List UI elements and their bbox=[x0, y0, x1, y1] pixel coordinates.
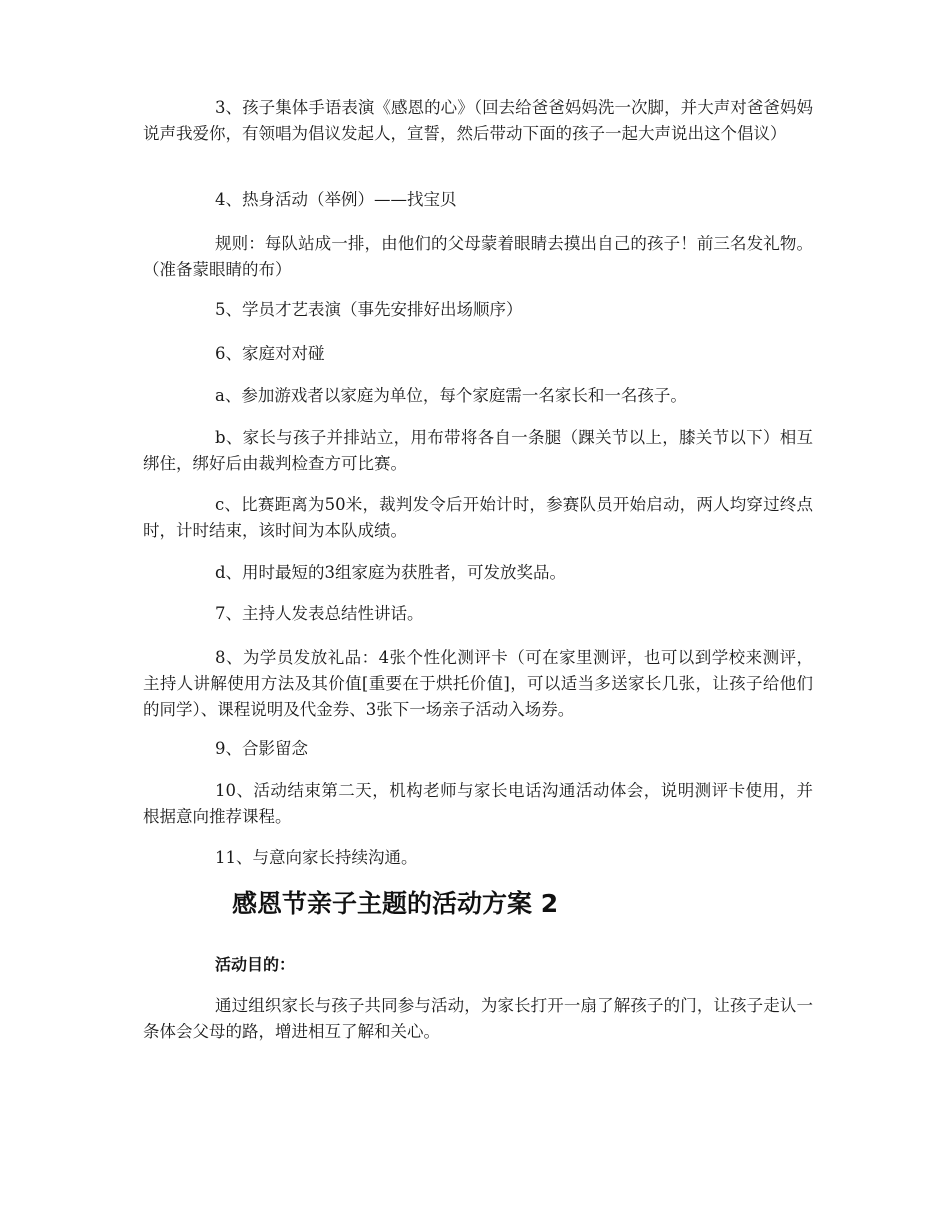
section-title: 感恩节亲子主题的活动方案 2 bbox=[232, 889, 559, 918]
paragraph-step-5: 5、学员才艺表演（事先安排好出场顺序） bbox=[215, 300, 523, 319]
paragraph-step-7: 7、主持人发表总结性讲话。 bbox=[215, 604, 424, 623]
paragraph-purpose: 通过组织家长与孩子共同参与活动，为家长打开一扇了解孩子的门，让孩子走认一条体会父母的路，增进相互了解和关心。 bbox=[143, 996, 813, 1041]
paragraph-item-a: a、参加游戏者以家庭为单位，每个家庭需一名家长和一名孩子。 bbox=[215, 386, 687, 405]
paragraph-item-b: b、家长与孩子并排站立，用布带将各自一条腿（踝关节以上，膝关节以下）相互绑住，绑好后由裁判检查方可比赛。 bbox=[143, 428, 813, 473]
paragraph-step-9: 9、合影留念 bbox=[215, 739, 308, 758]
paragraph-step-10: 10、活动结束第二天，机构老师与家长电话沟通活动体会，说明测评卡使用，并根据意向推荐课程。 bbox=[143, 781, 813, 826]
paragraph-item-d: d、用时最短的3组家庭为获胜者，可发放奖品。 bbox=[215, 563, 567, 582]
paragraph-step-11: 11、与意向家长持续沟通。 bbox=[215, 848, 418, 867]
paragraph-item-c: c、比赛距离为50米，裁判发令后开始计时，参赛队员开始启动，两人均穿过终点时，计时结束，该时间为本队成绩。 bbox=[143, 495, 813, 540]
paragraph-step-8: 8、为学员发放礼品：4张个性化测评卡（可在家里测评，也可以到学校来测评，主持人讲解使用方法及其价值[重要在于烘托价值]，可以适当多送家长几张，让孩子给他们的同学）、课程说明及代金券、3张下一场亲子活动入场券。 bbox=[143, 648, 813, 719]
paragraph-step-3: 3、孩子集体手语表演《感恩的心》（回去给爸爸妈妈洗一次脚，并大声对爸爸妈妈说声我爱你，有领唱为倡议发起人，宣誓，然后带动下面的孩子一起大声说出这个倡议） bbox=[143, 98, 813, 143]
paragraph-rules: 规则：每队站成一排，由他们的父母蒙着眼睛去摸出自己的孩子！前三名发礼物。（准备蒙眼睛的布） bbox=[143, 234, 813, 279]
paragraph-step-6: 6、家庭对对碰 bbox=[215, 344, 325, 363]
paragraph-step-4: 4、热身活动（举例）——找宝贝 bbox=[215, 190, 457, 209]
section-subtitle: 活动目的： bbox=[215, 955, 296, 974]
